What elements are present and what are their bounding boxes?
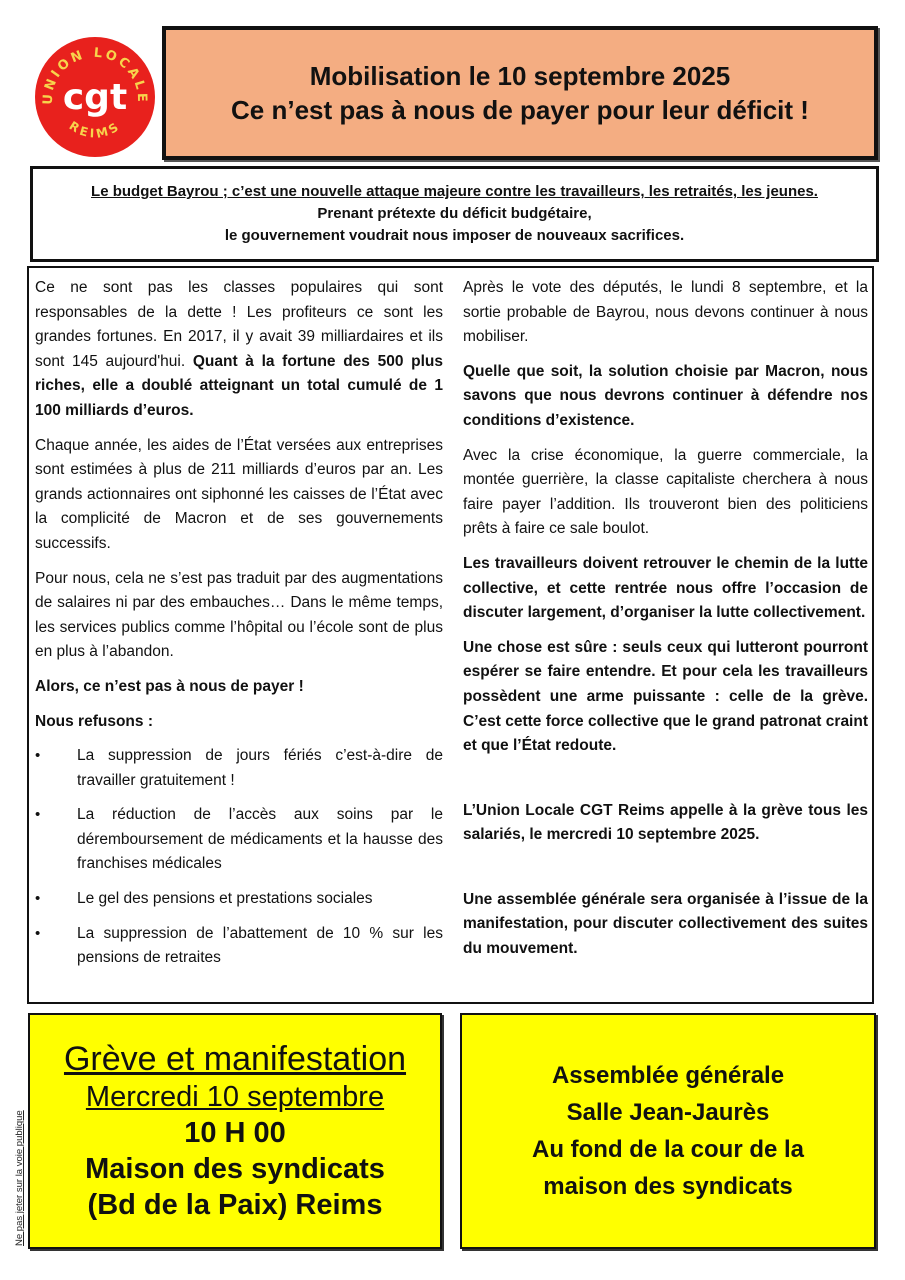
- paragraph: Chaque année, les aides de l’État versées aux entreprises sont estimées à plus de 211 milliards d’euros par an. Les grands actionnaires ont siphonné les caisses de l’État avec la complicité de Macron et de ses gouvernements successifs.: [35, 436, 443, 552]
- paragraph-bold: Les travailleurs doivent retrouver le chemin de la lutte collective, et cette rentrée nous offre l’occasion de discuter largement, d’organiser la lutte collectivement.: [463, 554, 868, 622]
- bullet-icon: •: [35, 924, 41, 942]
- paragraph: [35, 276, 443, 424]
- bullet-icon: •: [35, 747, 41, 765]
- right-column: [463, 276, 868, 972]
- strike-info-box: [28, 1013, 442, 1249]
- assembly-location-line-2: maison des syndicats: [543, 1173, 793, 1200]
- left-column: [35, 276, 443, 981]
- list-item-text: La réduction de l’accès aux soins par le déremboursement de médicaments et la hausse des franchises médicales: [77, 806, 443, 873]
- refusal-heading: Nous refusons :: [35, 712, 153, 730]
- intro-line-1: Le budget Bayrou ; c’est une nouvelle attaque majeure contre les travailleurs, les retraités, les jeunes.: [91, 183, 818, 200]
- paragraph-bold: Quelle que soit, la solution choisie par Macron, nous savons que nous devrons continuer à défendre nos conditions d’existence.: [463, 362, 868, 429]
- strike-date: Mercredi 10 septembre: [85, 1081, 385, 1113]
- strike-time: 10 H 00: [184, 1117, 286, 1149]
- list-item: [35, 744, 443, 793]
- paragraph: Pour nous, cela ne s’est pas traduit par des augmentations de salaires ni par des embauches… Dans le même temps, les services publics comme l’hôpital ou l’école sont de plus en plus à l’abandon.: [35, 569, 443, 661]
- paragraph-bold-text: Quant à la fortune des 500 plus riches, elle a doublé atteignant un total cumulé de 1 100 milliards d’euros.: [35, 352, 443, 419]
- intro-box: [30, 166, 879, 262]
- bullet-icon: •: [35, 806, 41, 824]
- spacer: [463, 858, 868, 888]
- headline-line-2: Ce n’est pas à nous de payer pour leur déficit !: [231, 95, 809, 125]
- article-body: [27, 266, 874, 1004]
- intro-line-2: Prenant prétexte du déficit budgétaire,: [317, 205, 592, 222]
- assembly-info-box: [460, 1013, 876, 1249]
- bullet-icon: •: [35, 890, 41, 908]
- svg-text:REIMS: REIMS: [66, 118, 124, 141]
- spacer: [463, 769, 868, 799]
- assembly-location-line-1: Au fond de la cour de la: [531, 1136, 805, 1163]
- list-item: [35, 887, 443, 912]
- strike-location: Maison des syndicats: [85, 1153, 385, 1185]
- list-item-text: Le gel des pensions et prestations sociales: [77, 890, 373, 908]
- litter-notice: [14, 1110, 25, 1246]
- litter-notice-text: Ne pas jeter sur la voie publique: [14, 1110, 25, 1246]
- cgt-union-locale-reims-logo: [34, 36, 156, 158]
- assembly-room: Salle Jean-Jaurès: [566, 1099, 770, 1126]
- paragraph-bold: Alors, ce n’est pas à nous de payer !: [35, 677, 304, 695]
- paragraph-bold: Une chose est sûre : seuls ceux qui lutteront pourront espérer se faire entendre. Et pour cela les travailleurs possèdent une arme puissante : celle de la grève. C’est cette force collective que le grand patronat craint et que l’État redoute.: [463, 638, 868, 755]
- assembly-heading: Assemblée générale: [551, 1062, 785, 1089]
- paragraph: Avec la crise économique, la guerre commerciale, la montée guerrière, la classe capitaliste cherchera à nous faire payer l’addition. Ils trouveront bien des politiciens prêts à faire ce sale boulot.: [463, 446, 868, 538]
- headline-line-1: Mobilisation le 10 septembre 2025: [309, 61, 731, 91]
- cgt-logo-icon: [34, 36, 156, 158]
- intro-line-3: le gouvernement voudrait nous imposer de nouveaux sacrifices.: [224, 227, 685, 244]
- svg-text:UNION LOCALE: UNION LOCALE: [40, 45, 150, 106]
- paragraph-text: Ce ne sont pas les classes populaires qui sont responsables de la dette ! Les profiteurs ce sont les grandes fortunes. En 2017, il y avait 39 milliardaires et ils sont 145 aujourd'hui.: [35, 279, 443, 370]
- assembly-announcement: Une assemblée générale sera organisée à l’issue de la manifestation, pour discuter collectivement des suites du mouvement.: [463, 890, 868, 958]
- paragraph: Après le vote des députés, le lundi 8 septembre, et la sortie probable de Bayrou, nous devons continuer à nous mobiliser.: [463, 279, 868, 346]
- list-item-text: La suppression de l’abattement de 10 % sur les pensions de retraites: [77, 924, 443, 967]
- list-item-text: La suppression de jours fériés c’est-à-dire de travailler gratuitement !: [77, 747, 443, 789]
- strike-heading: Grève et manifestation: [63, 1040, 407, 1078]
- refusal-list: [35, 744, 443, 971]
- list-item: [35, 922, 443, 971]
- svg-text:cgt: cgt: [62, 77, 128, 118]
- strike-call: L’Union Locale CGT Reims appelle à la grève tous les salariés, le mercredi 10 septembre 2025.: [463, 801, 868, 844]
- strike-address: (Bd de la Paix) Reims: [87, 1189, 383, 1221]
- list-item: [35, 803, 443, 877]
- headline-box: [162, 26, 878, 160]
